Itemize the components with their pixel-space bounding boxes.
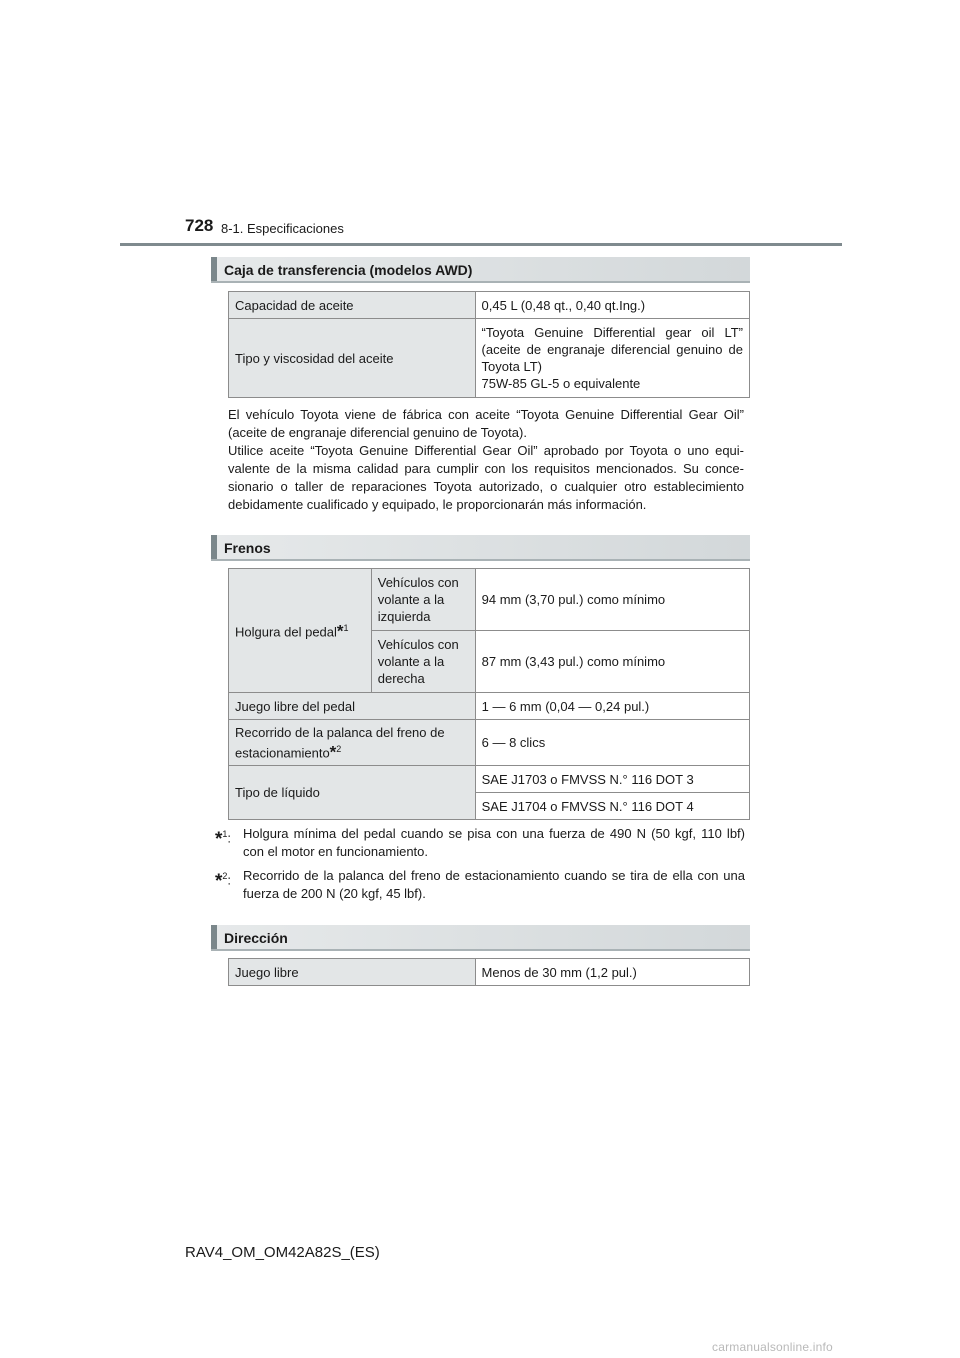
footnote-1: [215, 825, 745, 861]
row-label: [229, 569, 372, 693]
row-label: Tipo de líquido: [229, 766, 476, 820]
row-label: Capacidad de aceite: [229, 292, 476, 319]
section-heading-steering: [211, 925, 750, 951]
value-line: 75W-85 GL-5 o equivalente: [481, 376, 641, 391]
footnote-number: 1: [343, 623, 349, 634]
table-row: [229, 720, 750, 766]
row-condition: Vehículos con volante a la izquierda: [371, 569, 475, 631]
row-value: 6 — 8 clics: [475, 720, 749, 766]
transfer-case-table: [228, 291, 750, 398]
document-code: RAV4_OM_OM42A82S_(ES): [185, 1244, 380, 1261]
label-text: Recorrido de la palanca del freno de estacionamiento: [235, 725, 445, 761]
table-row: [229, 766, 750, 793]
footnote-2: [215, 867, 745, 903]
paragraph-line: Utilice aceite “Toyota Genuine Differential Gear Oil” aprobado por Toyota o uno equi-valente de la misma calidad para cumplir con los requisitos mencionados. Su conce-sionario o taller de reparaciones Toyota autorizado, o cualquier otro establecimiento debidamente cualificado y equipado, le proporcionarán más información.: [228, 443, 744, 512]
section-reference: 8-1. Especificaciones: [221, 221, 344, 236]
steering-table: [228, 958, 750, 986]
row-value: SAE J1703 o FMVSS N.° 116 DOT 3: [475, 766, 749, 793]
section-title: Dirección: [224, 930, 288, 946]
row-label: Tipo y viscosidad del aceite: [229, 319, 476, 398]
row-label: Juego libre del pedal: [229, 693, 476, 720]
row-label: [229, 720, 476, 766]
table-row: [229, 319, 750, 398]
section-heading-brakes: [211, 535, 750, 561]
table-row: [229, 292, 750, 319]
oil-note-paragraph: [228, 406, 744, 514]
row-value: 0,45 L (0,48 qt., 0,40 qt.Ing.): [475, 292, 749, 319]
heading-bar: [211, 925, 217, 949]
label-text: Holgura del pedal: [235, 624, 337, 640]
row-value: 87 mm (3,43 pul.) como mínimo: [475, 631, 749, 693]
footnote-asterisk: *: [329, 742, 337, 762]
heading-bar: [211, 535, 217, 559]
footnote-asterisk: *: [336, 621, 344, 641]
footnote-number: 2: [336, 744, 342, 754]
section-heading-transfer-case: [211, 257, 750, 283]
row-value: SAE J1704 o FMVSS N.° 116 DOT 4: [475, 793, 749, 820]
table-row: [229, 693, 750, 720]
section-title: Frenos: [224, 540, 271, 556]
paragraph-line: El vehículo Toyota viene de fábrica con aceite “Toyota Genuine Differential Gear Oil” (aceite de engranaje diferencial genuino de Toyota).: [228, 407, 744, 440]
footnote-text: Recorrido de la palanca del freno de estacionamiento cuando se tira de ella con una fuerza de 200 N (20 kgf, 45 lbf).: [243, 868, 745, 901]
row-value: Menos de 30 mm (1,2 pul.): [475, 959, 749, 986]
brakes-table: [228, 568, 750, 820]
heading-bar: [211, 257, 217, 281]
footnote-text: Holgura mínima del pedal cuando se pisa con una fuerza de 490 N (50 kgf, 110 lbf) con el motor en funcionamiento.: [243, 826, 745, 859]
row-value: [475, 319, 749, 398]
footnote-marker: *$^2$:: [215, 871, 232, 893]
row-label: Juego libre: [229, 959, 476, 986]
row-value: 1 — 6 mm (0,04 — 0,24 pul.): [475, 693, 749, 720]
table-row: [229, 569, 750, 631]
section-title: Caja de transferencia (modelos AWD): [224, 262, 473, 278]
row-value: 94 mm (3,70 pul.) como mínimo: [475, 569, 749, 631]
table-row: [229, 959, 750, 986]
footnote-marker: *$^1$:: [215, 829, 232, 851]
page-number: 728: [185, 216, 214, 235]
value-line: “Toyota Genuine Differential gear oil LT” (aceite de engranaje diferencial genuino de Toyota LT): [481, 325, 743, 374]
watermark: carmanualsonline.info: [712, 1340, 833, 1354]
row-condition: Vehículos con volante a la derecha: [371, 631, 475, 693]
header-divider: [120, 243, 842, 246]
